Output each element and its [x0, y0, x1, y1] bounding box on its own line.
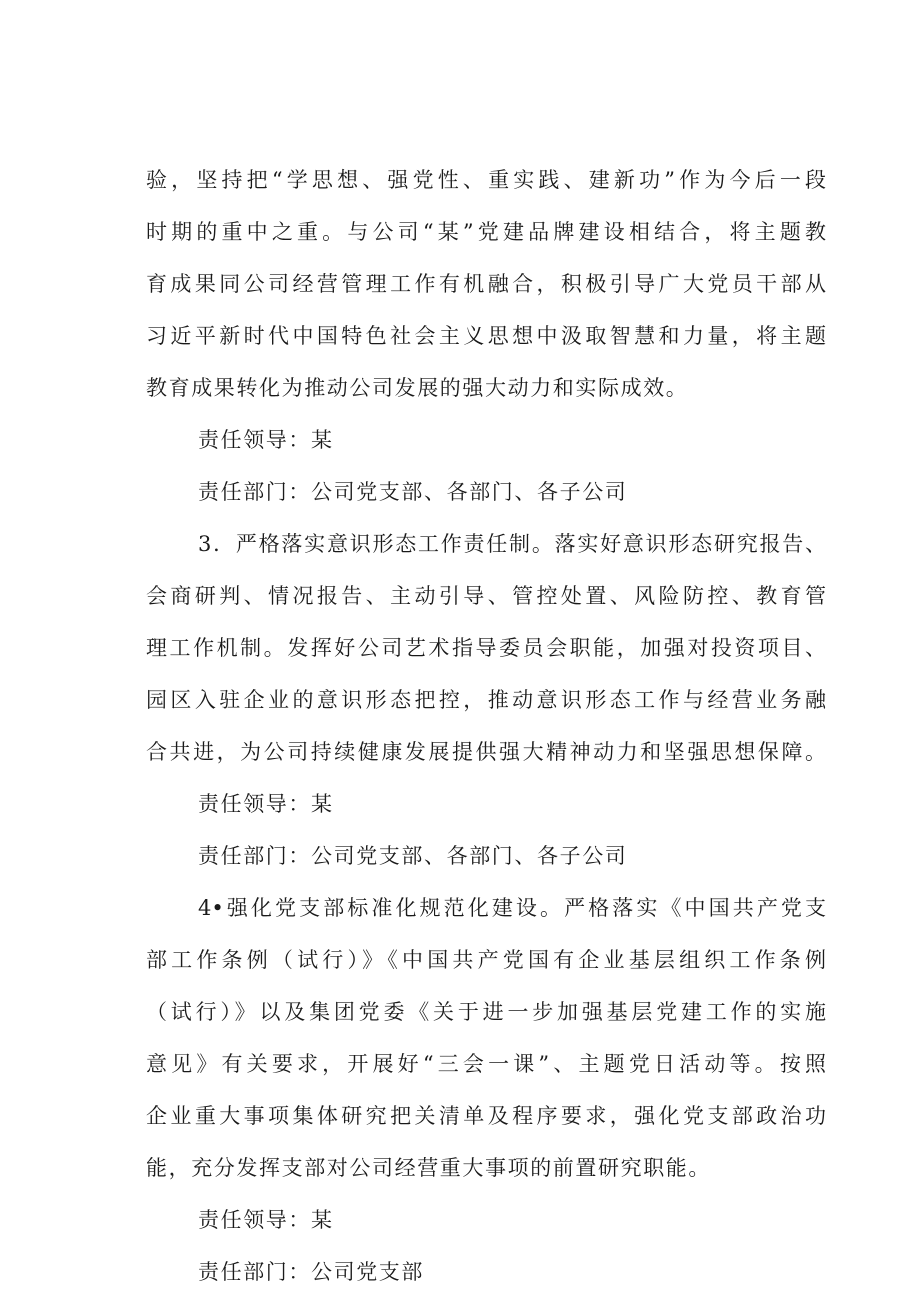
responsible-department: 责任部门：公司党支部、各部门、各子公司: [198, 480, 628, 504]
paragraph-line: 教育成果转化为推动公司发展的强大动力和实际成效。: [146, 376, 689, 400]
item-3-heading: 3．严格落实意识形态工作责任制。落实好意识形态研究报告、: [198, 532, 826, 556]
paragraph-line: 能，充分发挥支部对公司经营重大事项的前置研究职能。: [146, 1156, 711, 1180]
paragraph-line: 意见》有关要求，开展好“三会一课”、主题党日活动等。按照: [146, 1052, 826, 1076]
paragraph-line: 习近平新时代中国特色社会主义思想中汲取智慧和力量，将主题: [146, 324, 826, 348]
document-page: [146, 154, 826, 1298]
paragraph-line: 验，坚持把“学思想、强党性、重实践、建新功”作为今后一段: [146, 168, 826, 192]
paragraph-line: 会商研判、情况报告、主动引导、管控处置、风险防控、教育管: [146, 584, 826, 608]
paragraph-line: 理工作机制。发挥好公司艺术指导委员会职能，加强对投资项目、: [146, 636, 826, 660]
paragraph-line: 合共进，为公司持续健康发展提供强大精神动力和坚强思想保障。: [146, 740, 826, 764]
paragraph-line: 部工作条例（试行）》《中国共产党国有企业基层组织工作条例: [146, 948, 826, 972]
paragraph-line: 育成果同公司经营管理工作有机融合，积极引导广大党员干部从: [146, 272, 826, 296]
item-4-heading: 4•强化党支部标准化规范化建设。严格落实《中国共产党支: [198, 896, 826, 920]
responsible-department: 责任部门：公司党支部: [198, 1260, 424, 1284]
responsible-leader: 责任领导：某: [198, 428, 334, 452]
paragraph-line: 企业重大事项集体研究把关清单及程序要求，强化党支部政治功: [146, 1104, 826, 1128]
responsible-leader: 责任领导：某: [198, 792, 334, 816]
paragraph-line: 园区入驻企业的意识形态把控，推动意识形态工作与经营业务融: [146, 688, 826, 712]
paragraph-line: 时期的重中之重。与公司“某”党建品牌建设相结合，将主题教: [146, 220, 826, 244]
paragraph-line: （试行）》以及集团党委《关于进一步加强基层党建工作的实施: [146, 1000, 826, 1024]
responsible-leader: 责任领导：某: [198, 1208, 334, 1232]
responsible-department: 责任部门：公司党支部、各部门、各子公司: [198, 844, 628, 868]
